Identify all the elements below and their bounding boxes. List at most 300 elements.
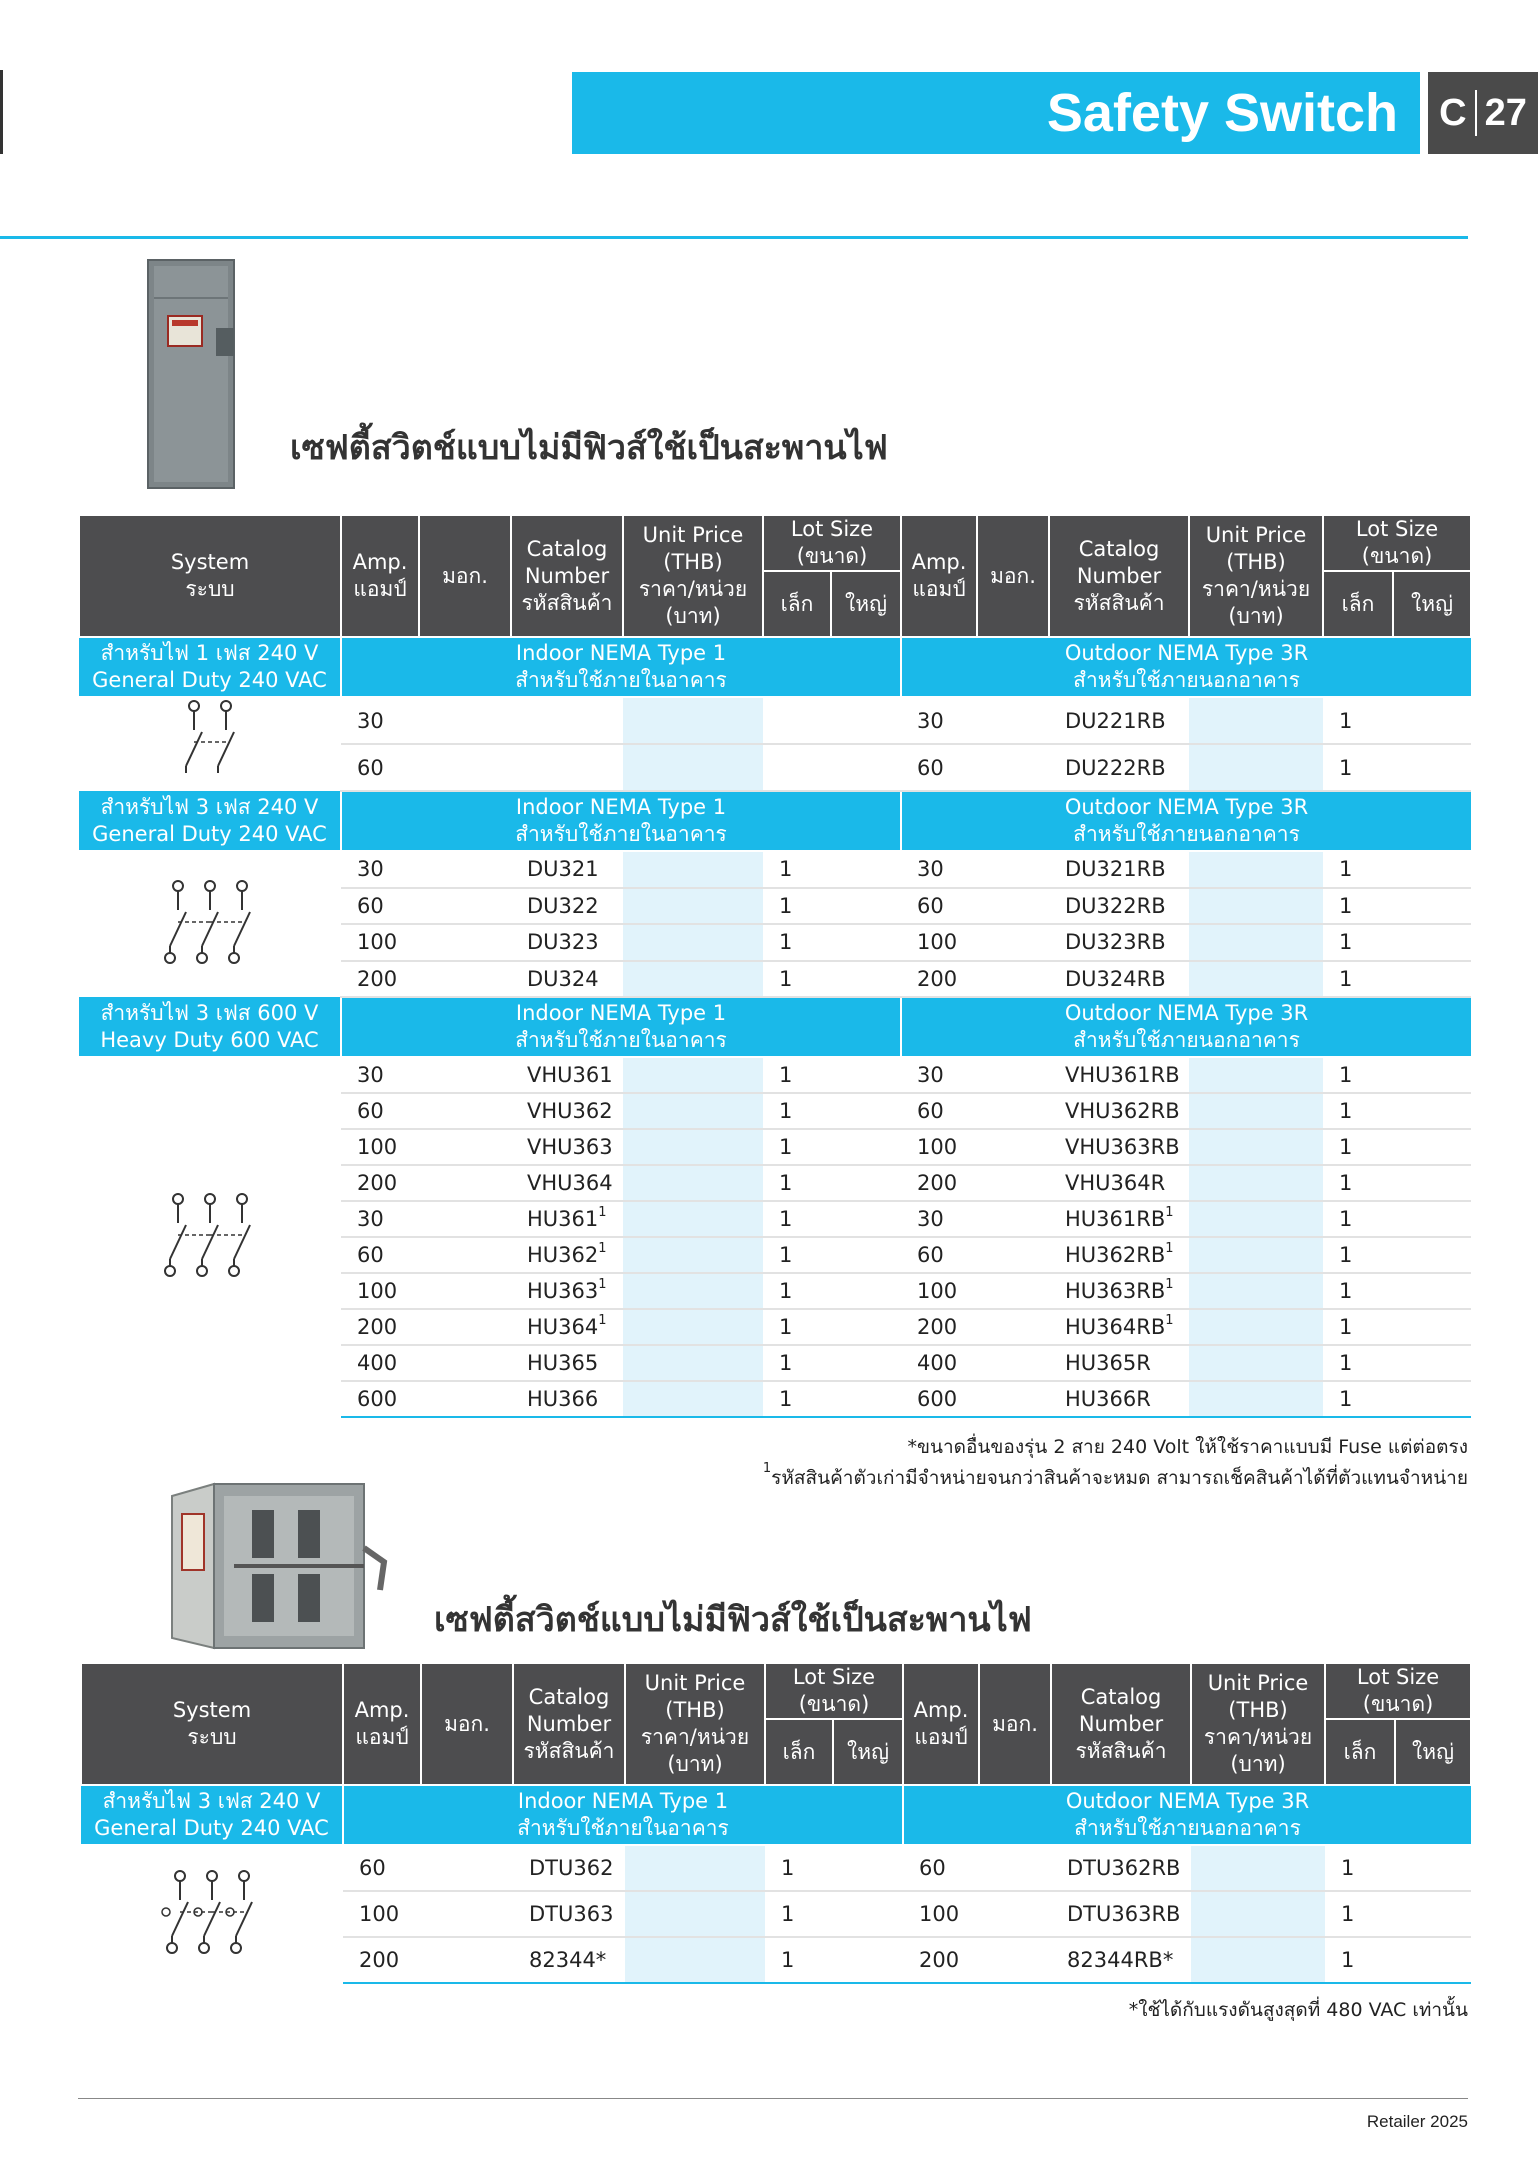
amp-cell: 200 xyxy=(341,1165,419,1201)
col-lot-large: ใหญ่ xyxy=(831,571,901,637)
lot-small-cell: 1 xyxy=(763,1165,831,1201)
price-outdoor-cell xyxy=(1189,851,1323,888)
table-2-note: *ใช้ได้กับแรงดันสูงสุดที่ 480 VAC เท่านั้น xyxy=(1128,1999,1468,2021)
tis-cell xyxy=(421,1937,513,1983)
tis-outdoor-cell xyxy=(977,888,1049,925)
catalog-cell: $HU364^1$ xyxy=(511,1309,623,1345)
col-lot-small-outdoor: เล็ก xyxy=(1325,1719,1395,1785)
price-outdoor-cell xyxy=(1189,924,1323,961)
page-number-box xyxy=(1428,72,1538,154)
amp-cell: 200 xyxy=(341,961,419,998)
price-outdoor-cell xyxy=(1189,697,1323,744)
lot-large-outdoor-cell xyxy=(1393,888,1471,925)
lot-small-outdoor-cell: 1 xyxy=(1323,1201,1393,1237)
catalog-cell: DU322 xyxy=(511,888,623,925)
amp-cell: 200 xyxy=(343,1937,421,1983)
group-header-row xyxy=(79,637,1471,697)
tis-cell xyxy=(419,1093,511,1129)
col-lot-small-outdoor: เล็ก xyxy=(1323,571,1393,637)
catalog-outdoor-cell: VHU363RB xyxy=(1049,1129,1189,1165)
catalog-cell: VHU363 xyxy=(511,1129,623,1165)
tis-cell xyxy=(419,851,511,888)
catalog-outdoor-cell: DU324RB xyxy=(1049,961,1189,998)
pole-symbol-icon xyxy=(160,1846,264,1978)
price-cell xyxy=(625,1937,765,1983)
price-cell xyxy=(623,961,763,998)
section-letter: C xyxy=(1439,91,1467,134)
page-edge-mark xyxy=(0,70,3,154)
tis-outdoor-cell xyxy=(977,1309,1049,1345)
price-cell xyxy=(623,1309,763,1345)
col-catalog: Catalog Number รหัสสินค้า xyxy=(511,515,623,637)
price-outdoor-cell xyxy=(1191,1845,1325,1891)
catalog-outdoor-cell: DTU363RB xyxy=(1051,1891,1191,1937)
lot-small-cell: 1 xyxy=(763,1057,831,1093)
lot-large-cell xyxy=(831,961,901,998)
safety-switch-table-1 xyxy=(78,514,1472,1418)
amp-outdoor-cell: 200 xyxy=(903,1937,979,1983)
lot-small-cell: 1 xyxy=(763,1309,831,1345)
amp-cell: 200 xyxy=(341,1309,419,1345)
price-outdoor-cell xyxy=(1189,1237,1323,1273)
amp-cell: 100 xyxy=(341,1273,419,1309)
lot-large-outdoor-cell xyxy=(1393,1309,1471,1345)
group-header-row xyxy=(81,1785,1471,1845)
lot-small-cell xyxy=(763,744,831,791)
catalog-cell: HU365 xyxy=(511,1345,623,1381)
lot-large-cell xyxy=(831,1309,901,1345)
system-label: สำหรับไฟ 1 เฟส 240 V General Duty 240 VAC xyxy=(79,637,341,697)
table-row xyxy=(79,697,1471,744)
outdoor-label: Outdoor NEMA Type 3R สำหรับใช้ภายนอกอาคาร xyxy=(901,637,1471,697)
catalog-cell: HU366 xyxy=(511,1381,623,1417)
page-title: Safety Switch xyxy=(1046,83,1398,143)
tis-outdoor-cell xyxy=(977,1345,1049,1381)
price-outdoor-cell xyxy=(1189,744,1323,791)
tis-cell xyxy=(421,1891,513,1937)
indoor-label: Indoor NEMA Type 1 สำหรับใช้ภายในอาคาร xyxy=(343,1785,903,1845)
group-header-row xyxy=(79,791,1471,851)
lot-small-cell: 1 xyxy=(763,1093,831,1129)
amp-cell: 400 xyxy=(341,1345,419,1381)
tis-outdoor-cell xyxy=(977,1093,1049,1129)
price-cell xyxy=(623,744,763,791)
lot-large-cell xyxy=(831,1093,901,1129)
catalog-cell: DTU362 xyxy=(513,1845,625,1891)
tis-outdoor-cell xyxy=(979,1891,1051,1937)
lot-large-outdoor-cell xyxy=(1393,851,1471,888)
tis-cell xyxy=(419,744,511,791)
amp-outdoor-cell: 30 xyxy=(901,697,977,744)
amp-outdoor-cell: 60 xyxy=(901,888,977,925)
lot-small-outdoor-cell: 1 xyxy=(1323,1381,1393,1417)
tis-outdoor-cell xyxy=(977,1237,1049,1273)
catalog-cell: $HU363^1$ xyxy=(511,1273,623,1309)
tis-outdoor-cell xyxy=(977,744,1049,791)
lot-small-outdoor-cell: 1 xyxy=(1325,1891,1395,1937)
price-cell xyxy=(623,888,763,925)
catalog-outdoor-cell: DU323RB xyxy=(1049,924,1189,961)
lot-small-cell: 1 xyxy=(763,1345,831,1381)
lot-small-outdoor-cell: 1 xyxy=(1323,1093,1393,1129)
tis-outdoor-cell xyxy=(979,1845,1051,1891)
lot-large-cell xyxy=(833,1891,903,1937)
amp-cell: 60 xyxy=(341,744,419,791)
pole-symbol-icon xyxy=(174,698,246,786)
col-lot-large-outdoor: ใหญ่ xyxy=(1393,571,1471,637)
amp-outdoor-cell: 100 xyxy=(901,1129,977,1165)
col-unit-price: Unit Price (THB) ราคา/หน่วย (บาท) xyxy=(625,1663,765,1785)
tis-outdoor-cell xyxy=(977,1165,1049,1201)
lot-large-cell xyxy=(831,1273,901,1309)
amp-outdoor-cell: 30 xyxy=(901,851,977,888)
price-cell xyxy=(623,1093,763,1129)
amp-outdoor-cell: 30 xyxy=(901,1057,977,1093)
catalog-outdoor-cell: DTU362RB xyxy=(1051,1845,1191,1891)
tis-outdoor-cell xyxy=(977,1129,1049,1165)
amp-cell: 30 xyxy=(341,1201,419,1237)
lot-small-outdoor-cell: 1 xyxy=(1323,1057,1393,1093)
catalog-outdoor-cell: HU366R xyxy=(1049,1381,1189,1417)
amp-outdoor-cell: 100 xyxy=(901,1273,977,1309)
price-outdoor-cell xyxy=(1191,1937,1325,1983)
tis-outdoor-cell xyxy=(977,1057,1049,1093)
tis-cell xyxy=(419,1381,511,1417)
table-row xyxy=(81,1845,1471,1891)
outdoor-label: Outdoor NEMA Type 3R สำหรับใช้ภายนอกอาคาร xyxy=(903,1785,1471,1845)
catalog-outdoor-cell: $HU362RB^1$ xyxy=(1049,1237,1189,1273)
lot-large-outdoor-cell xyxy=(1393,1381,1471,1417)
lot-small-cell: 1 xyxy=(763,851,831,888)
price-outdoor-cell xyxy=(1189,1165,1323,1201)
amp-cell: 100 xyxy=(341,924,419,961)
indoor-label: Indoor NEMA Type 1 สำหรับใช้ภายในอาคาร xyxy=(341,997,901,1057)
col-amp-outdoor: Amp. แอมป์ xyxy=(901,515,977,637)
lot-small-outdoor-cell: 1 xyxy=(1325,1937,1395,1983)
col-unit-price: Unit Price (THB) ราคา/หน่วย (บาท) xyxy=(623,515,763,637)
price-outdoor-cell xyxy=(1189,1273,1323,1309)
lot-large-cell xyxy=(831,1129,901,1165)
lot-small-cell: 1 xyxy=(763,1201,831,1237)
tis-cell xyxy=(421,1845,513,1891)
price-outdoor-cell xyxy=(1189,1381,1323,1417)
amp-outdoor-cell: 400 xyxy=(901,1345,977,1381)
lot-large-cell xyxy=(831,1057,901,1093)
col-amp: Amp. แอมป์ xyxy=(343,1663,421,1785)
table-row xyxy=(79,851,1471,888)
catalog-cell: 82344* xyxy=(513,1937,625,1983)
lot-small-cell xyxy=(763,697,831,744)
col-lot-large: ใหญ่ xyxy=(833,1719,903,1785)
lot-large-cell xyxy=(831,1345,901,1381)
tis-cell xyxy=(419,1201,511,1237)
price-outdoor-cell xyxy=(1189,1309,1323,1345)
tis-cell xyxy=(419,1237,511,1273)
wiring-diagram xyxy=(79,851,341,997)
lot-large-outdoor-cell xyxy=(1395,1937,1471,1983)
price-outdoor-cell xyxy=(1189,1345,1323,1381)
catalog-outdoor-cell: 82344RB* xyxy=(1051,1937,1191,1983)
tis-cell xyxy=(419,1129,511,1165)
lot-small-outdoor-cell: 1 xyxy=(1323,888,1393,925)
lot-large-outdoor-cell xyxy=(1393,1093,1471,1129)
tis-outdoor-cell xyxy=(977,1273,1049,1309)
wiring-diagram xyxy=(79,697,341,791)
price-outdoor-cell xyxy=(1189,1129,1323,1165)
system-label: สำหรับไฟ 3 เฟส 240 V General Duty 240 VAC xyxy=(79,791,341,851)
lot-large-outdoor-cell xyxy=(1393,1273,1471,1309)
catalog-cell: DU324 xyxy=(511,961,623,998)
lot-small-cell: 1 xyxy=(763,924,831,961)
indoor-label: Indoor NEMA Type 1 สำหรับใช้ภายในอาคาร xyxy=(341,637,901,697)
lot-small-outdoor-cell: 1 xyxy=(1323,924,1393,961)
amp-cell: 30 xyxy=(341,1057,419,1093)
amp-cell: 60 xyxy=(341,1093,419,1129)
price-outdoor-cell xyxy=(1189,888,1323,925)
col-tis: มอก. xyxy=(419,515,511,637)
header-bar xyxy=(572,72,1420,154)
pole-symbol-icon xyxy=(158,852,262,992)
tis-cell xyxy=(419,961,511,998)
price-cell xyxy=(623,697,763,744)
tis-cell xyxy=(419,1273,511,1309)
catalog-outdoor-cell: HU365R xyxy=(1049,1345,1189,1381)
col-tis: มอก. xyxy=(421,1663,513,1785)
catalog-cell: DU321 xyxy=(511,851,623,888)
catalog-cell xyxy=(511,744,623,791)
catalog-cell: DU323 xyxy=(511,924,623,961)
col-system: System ระบบ xyxy=(79,515,341,637)
system-label: สำหรับไฟ 3 เฟส 600 V Heavy Duty 600 VAC xyxy=(79,997,341,1057)
catalog-outdoor-cell: $HU363RB^1$ xyxy=(1049,1273,1189,1309)
col-catalog-outdoor: Catalog Number รหัสสินค้า xyxy=(1049,515,1189,637)
lot-small-cell: 1 xyxy=(763,961,831,998)
catalog-outdoor-cell: DU221RB xyxy=(1049,697,1189,744)
price-cell xyxy=(623,1165,763,1201)
tis-outdoor-cell xyxy=(977,961,1049,998)
lot-small-cell: 1 xyxy=(763,1237,831,1273)
col-tis-outdoor: มอก. xyxy=(977,515,1049,637)
lot-small-cell: 1 xyxy=(765,1891,833,1937)
lot-small-outdoor-cell: 1 xyxy=(1323,1273,1393,1309)
price-cell xyxy=(623,1057,763,1093)
col-lot-size-outdoor: Lot Size (ขนาด) xyxy=(1323,515,1471,571)
lot-small-outdoor-cell: 1 xyxy=(1325,1845,1395,1891)
catalog-cell: VHU361 xyxy=(511,1057,623,1093)
tis-outdoor-cell xyxy=(977,697,1049,744)
tis-cell xyxy=(419,1309,511,1345)
price-outdoor-cell xyxy=(1191,1891,1325,1937)
col-amp: Amp. แอมป์ xyxy=(341,515,419,637)
lot-large-outdoor-cell xyxy=(1393,1129,1471,1165)
catalog-outdoor-cell: VHU362RB xyxy=(1049,1093,1189,1129)
catalog-outdoor-cell: DU321RB xyxy=(1049,851,1189,888)
col-lot-size-outdoor: Lot Size (ขนาด) xyxy=(1325,1663,1471,1719)
pole-symbol-icon xyxy=(158,1165,262,1305)
tis-cell xyxy=(419,888,511,925)
lot-small-outdoor-cell: 1 xyxy=(1323,961,1393,998)
price-outdoor-cell xyxy=(1189,1057,1323,1093)
system-label: สำหรับไฟ 3 เฟส 240 V General Duty 240 VAC xyxy=(81,1785,343,1845)
amp-outdoor-cell: 200 xyxy=(901,1165,977,1201)
amp-outdoor-cell: 30 xyxy=(901,1201,977,1237)
col-tis-outdoor: มอก. xyxy=(979,1663,1051,1785)
lot-large-cell xyxy=(831,888,901,925)
table-row xyxy=(79,1057,1471,1093)
wiring-diagram xyxy=(79,1057,341,1417)
safety-switch-table-2 xyxy=(80,1662,1472,1984)
lot-large-outdoor-cell xyxy=(1393,1237,1471,1273)
page-number: 27 xyxy=(1484,91,1527,134)
tis-outdoor-cell xyxy=(977,1201,1049,1237)
lot-small-cell: 1 xyxy=(763,1129,831,1165)
lot-small-outdoor-cell: 1 xyxy=(1323,851,1393,888)
catalog-outdoor-cell: DU222RB xyxy=(1049,744,1189,791)
price-cell xyxy=(623,1273,763,1309)
amp-cell: 60 xyxy=(341,888,419,925)
lot-large-cell xyxy=(831,744,901,791)
lot-large-outdoor-cell xyxy=(1393,1345,1471,1381)
amp-cell: 60 xyxy=(341,1237,419,1273)
price-cell xyxy=(623,1381,763,1417)
col-lot-size: Lot Size (ขนาด) xyxy=(763,515,901,571)
lot-small-outdoor-cell: 1 xyxy=(1323,1345,1393,1381)
amp-cell: 60 xyxy=(343,1845,421,1891)
lot-large-cell xyxy=(831,1165,901,1201)
col-lot-small: เล็ก xyxy=(765,1719,833,1785)
amp-cell: 30 xyxy=(341,697,419,744)
lot-small-cell: 1 xyxy=(763,1273,831,1309)
lot-large-outdoor-cell xyxy=(1393,697,1471,744)
section-title-1: เซฟตี้สวิตช์แบบไม่มีฟิวส์ใช้เป็นสะพานไฟ xyxy=(290,428,888,468)
price-cell xyxy=(623,1201,763,1237)
amp-cell: 100 xyxy=(341,1129,419,1165)
price-outdoor-cell xyxy=(1189,1201,1323,1237)
amp-outdoor-cell: 60 xyxy=(901,1237,977,1273)
tis-cell xyxy=(419,697,511,744)
amp-cell: 600 xyxy=(341,1381,419,1417)
price-cell xyxy=(623,851,763,888)
table-1-note-2: $^1$รหัสสินค้าตัวเก่ามีจำหน่ายจนกว่าสินค้าจะหมด สามารถเช็คสินค้าได้ที่ตัวแทนจำหน่าย xyxy=(762,1461,1468,1489)
wiring-diagram xyxy=(81,1845,343,1983)
catalog-cell xyxy=(511,697,623,744)
footer-rule xyxy=(78,2098,1468,2099)
price-cell xyxy=(623,1345,763,1381)
lot-small-outdoor-cell: 1 xyxy=(1323,697,1393,744)
tis-cell xyxy=(419,924,511,961)
amp-outdoor-cell: 100 xyxy=(901,924,977,961)
amp-outdoor-cell: 60 xyxy=(901,1093,977,1129)
amp-cell: 100 xyxy=(343,1891,421,1937)
catalog-cell: $HU361^1$ xyxy=(511,1201,623,1237)
amp-cell: 30 xyxy=(341,851,419,888)
tis-outdoor-cell xyxy=(977,1381,1049,1417)
col-catalog-outdoor: Catalog Number รหัสสินค้า xyxy=(1051,1663,1191,1785)
lot-small-outdoor-cell: 1 xyxy=(1323,1129,1393,1165)
amp-outdoor-cell: 60 xyxy=(903,1845,979,1891)
footer-text: Retailer 2025 xyxy=(1366,2112,1468,2131)
lot-large-cell xyxy=(831,697,901,744)
col-catalog: Catalog Number รหัสสินค้า xyxy=(513,1663,625,1785)
catalog-outdoor-cell: VHU364R xyxy=(1049,1165,1189,1201)
amp-outdoor-cell: 200 xyxy=(901,961,977,998)
table-1-note-1: *ขนาดอื่นของรุ่น 2 สาย 240 Volt ให้ใช้ราคาแบบมี Fuse แต่ต่อตรง xyxy=(907,1436,1468,1458)
catalog-outdoor-cell: $HU364RB^1$ xyxy=(1049,1309,1189,1345)
amp-outdoor-cell: 100 xyxy=(903,1891,979,1937)
lot-small-outdoor-cell: 1 xyxy=(1323,1165,1393,1201)
catalog-cell: $HU362^1$ xyxy=(511,1237,623,1273)
lot-large-outdoor-cell xyxy=(1393,1165,1471,1201)
lot-large-outdoor-cell xyxy=(1393,961,1471,998)
lot-small-outdoor-cell: 1 xyxy=(1323,1309,1393,1345)
outdoor-label: Outdoor NEMA Type 3R สำหรับใช้ภายนอกอาคาร xyxy=(901,997,1471,1057)
tis-outdoor-cell xyxy=(977,851,1049,888)
col-unit-price-outdoor: Unit Price (THB) ราคา/หน่วย (บาท) xyxy=(1191,1663,1325,1785)
col-lot-size: Lot Size (ขนาด) xyxy=(765,1663,903,1719)
safety-switch-closed-photo xyxy=(146,258,242,492)
lot-large-outdoor-cell xyxy=(1395,1891,1471,1937)
tis-outdoor-cell xyxy=(977,924,1049,961)
header-rule xyxy=(0,236,1468,239)
tis-outdoor-cell xyxy=(979,1937,1051,1983)
lot-large-cell xyxy=(831,1381,901,1417)
col-system: System ระบบ xyxy=(81,1663,343,1785)
price-cell xyxy=(623,1129,763,1165)
section-title-2: เซฟตี้สวิตช์แบบไม่มีฟิวส์ใช้เป็นสะพานไฟ xyxy=(434,1600,1032,1640)
lot-small-outdoor-cell: 1 xyxy=(1323,744,1393,791)
lot-large-cell xyxy=(831,1201,901,1237)
catalog-outdoor-cell: VHU361RB xyxy=(1049,1057,1189,1093)
price-cell xyxy=(623,1237,763,1273)
lot-large-cell xyxy=(831,924,901,961)
lot-small-cell: 1 xyxy=(765,1937,833,1983)
amp-outdoor-cell: 600 xyxy=(901,1381,977,1417)
price-outdoor-cell xyxy=(1189,1093,1323,1129)
indoor-label: Indoor NEMA Type 1 สำหรับใช้ภายในอาคาร xyxy=(341,791,901,851)
col-unit-price-outdoor: Unit Price (THB) ราคา/หน่วย (บาท) xyxy=(1189,515,1323,637)
lot-large-outdoor-cell xyxy=(1393,1057,1471,1093)
lot-small-outdoor-cell: 1 xyxy=(1323,1237,1393,1273)
lot-large-cell xyxy=(833,1937,903,1983)
amp-outdoor-cell: 60 xyxy=(901,744,977,791)
tis-cell xyxy=(419,1165,511,1201)
col-lot-large-outdoor: ใหญ่ xyxy=(1395,1719,1471,1785)
outdoor-label: Outdoor NEMA Type 3R สำหรับใช้ภายนอกอาคาร xyxy=(901,791,1471,851)
catalog-cell: VHU362 xyxy=(511,1093,623,1129)
amp-outdoor-cell: 200 xyxy=(901,1309,977,1345)
lot-small-cell: 1 xyxy=(763,888,831,925)
lot-small-cell: 1 xyxy=(763,1381,831,1417)
price-outdoor-cell xyxy=(1189,961,1323,998)
price-cell xyxy=(625,1845,765,1891)
lot-large-cell xyxy=(833,1845,903,1891)
lot-small-cell: 1 xyxy=(765,1845,833,1891)
group-header-row xyxy=(79,997,1471,1057)
lot-large-cell xyxy=(831,1237,901,1273)
lot-large-outdoor-cell xyxy=(1395,1845,1471,1891)
catalog-outdoor-cell: $HU361RB^1$ xyxy=(1049,1201,1189,1237)
tis-cell xyxy=(419,1057,511,1093)
catalog-cell: DTU363 xyxy=(513,1891,625,1937)
lot-large-cell xyxy=(831,851,901,888)
tis-cell xyxy=(419,1345,511,1381)
col-lot-small: เล็ก xyxy=(763,571,831,637)
lot-large-outdoor-cell xyxy=(1393,744,1471,791)
price-cell xyxy=(623,924,763,961)
lot-large-outdoor-cell xyxy=(1393,924,1471,961)
col-amp-outdoor: Amp. แอมป์ xyxy=(903,1663,979,1785)
catalog-cell: VHU364 xyxy=(511,1165,623,1201)
